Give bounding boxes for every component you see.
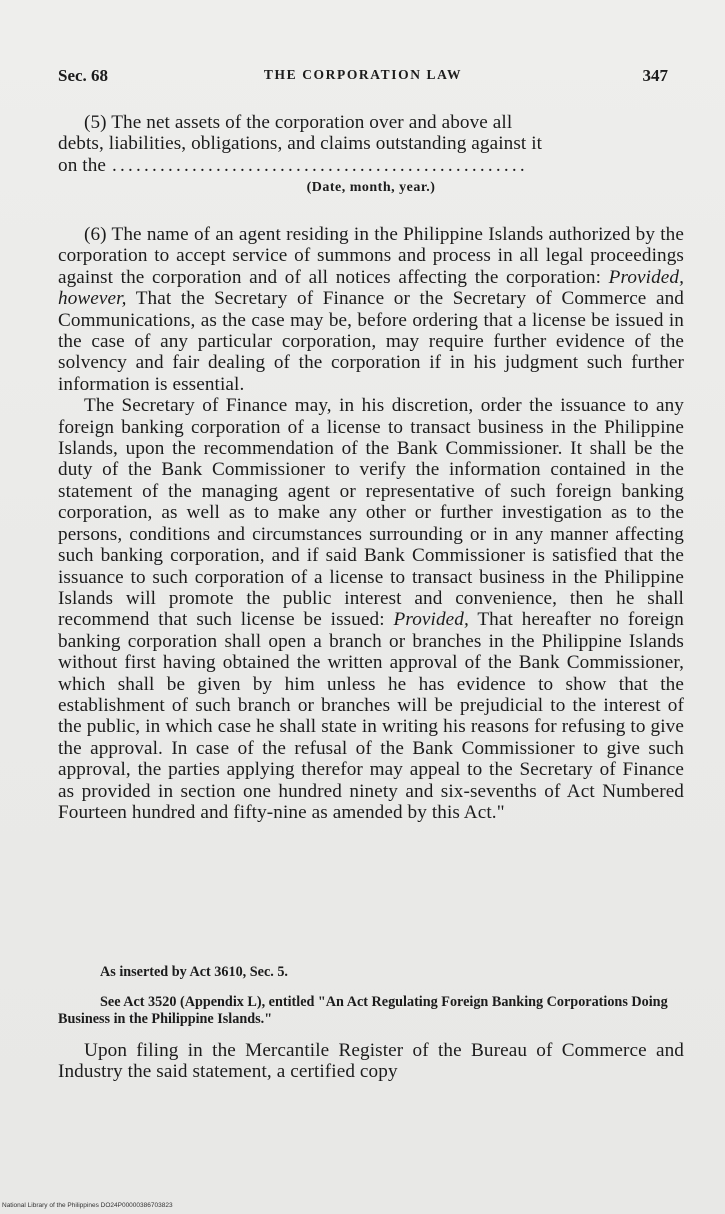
paragraph-6-proviso: Provided, however, xyxy=(58,266,684,310)
paragraph-5-line-2: debts, liabilities, obligations, and claims outstanding against it xyxy=(58,133,543,155)
paragraph-6-text-2: That the Secretary of Finance or the Secretary of Commerce and Communications, as the case may be, before ordering that a license be issued in the case of any particular corporation, may require further evidence of the solvency and fair dealing of the corporation if in his judgment such further information is essential. xyxy=(58,288,684,395)
page-number: 347 xyxy=(642,66,668,85)
running-title: THE CORPORATION LAW xyxy=(263,67,463,82)
section-number: Sec. 68 xyxy=(58,66,109,85)
paragraph-5-line-1: (5) The net assets of the corporation over and above all xyxy=(84,112,513,133)
paragraph-6-block xyxy=(58,224,684,823)
paragraph-5-line-3-start: on the xyxy=(58,154,107,176)
paragraph-5-line-3 xyxy=(58,155,684,176)
paragraph-7 xyxy=(58,395,684,823)
paragraph-7-proviso: Provided, xyxy=(393,609,469,631)
final-paragraph-text: Upon filing in the Mercantile Register of the Bureau of Commerce and Industry the said statement, a certified copy xyxy=(58,1040,684,1083)
paragraph-6-text-1: (6) The name of an agent residing in the Philippine Islands authorized by the corporation to accept service of summons and process in all legal proceedings against the corporation and of all notices affecting the corporation: xyxy=(58,224,684,288)
page-header xyxy=(58,66,668,90)
scan-footer: National Library of the Philippines DO24P00000386703823 xyxy=(2,1202,173,1209)
date-caption: (Date, month, year.) xyxy=(306,180,436,195)
paragraph-7-text-2: That hereafter no foreign banking corporation shall open a branch or branches in the Philippine Islands without first having obtained the written approval of the Bank Commissioner, which shall be given by him unless he has evidence to show that the establishment of such branch or branches will be prejudicial to the interest of the public, in which case he shall state in writing his reasons for refusing to give the approval. In case of the refusal of the Bank Commissioner to give such approval, the parties applying therefor may appeal to the Secretary of Finance as provided in section one hundred ninety and six-sevenths of Act Numbered Fourteen hundred and fifty-nine as amended by this Act." xyxy=(58,609,684,823)
amendment-note: As inserted by Act 3610, Sec. 5. xyxy=(100,964,288,980)
paragraph-7-text-1: The Secretary of Finance may, in his discretion, order the issuance to any foreign banking corporation of a license to transact business in the Philippine Islands, upon the recommendation of the Bank Commissioner. It shall be the duty of the Bank Commissioner to verify the information contained in the statement of the managing agent or representative of such foreign banking corporation, as well as to make any other or further investigation as to the persons, conditions and circumstances surrounding or in any manner affecting such banking corporation, and if said Bank Commissioner is satisfied that the issuance to such corporation of a license to transact business in the Philippine Islands will promote the public interest and convenience, then he shall recommend that such license be issued: xyxy=(58,395,684,631)
paragraph-5 xyxy=(58,112,684,176)
paragraph-6 xyxy=(58,224,684,395)
final-paragraph xyxy=(58,1040,684,1083)
reference-note: See Act 3520 (Appendix L), entitled "An Act Regulating Foreign Banking Corporations Doing Business in the Philippine Islands." xyxy=(58,994,668,1027)
dotted-fill-line: .................................................... xyxy=(112,154,528,176)
